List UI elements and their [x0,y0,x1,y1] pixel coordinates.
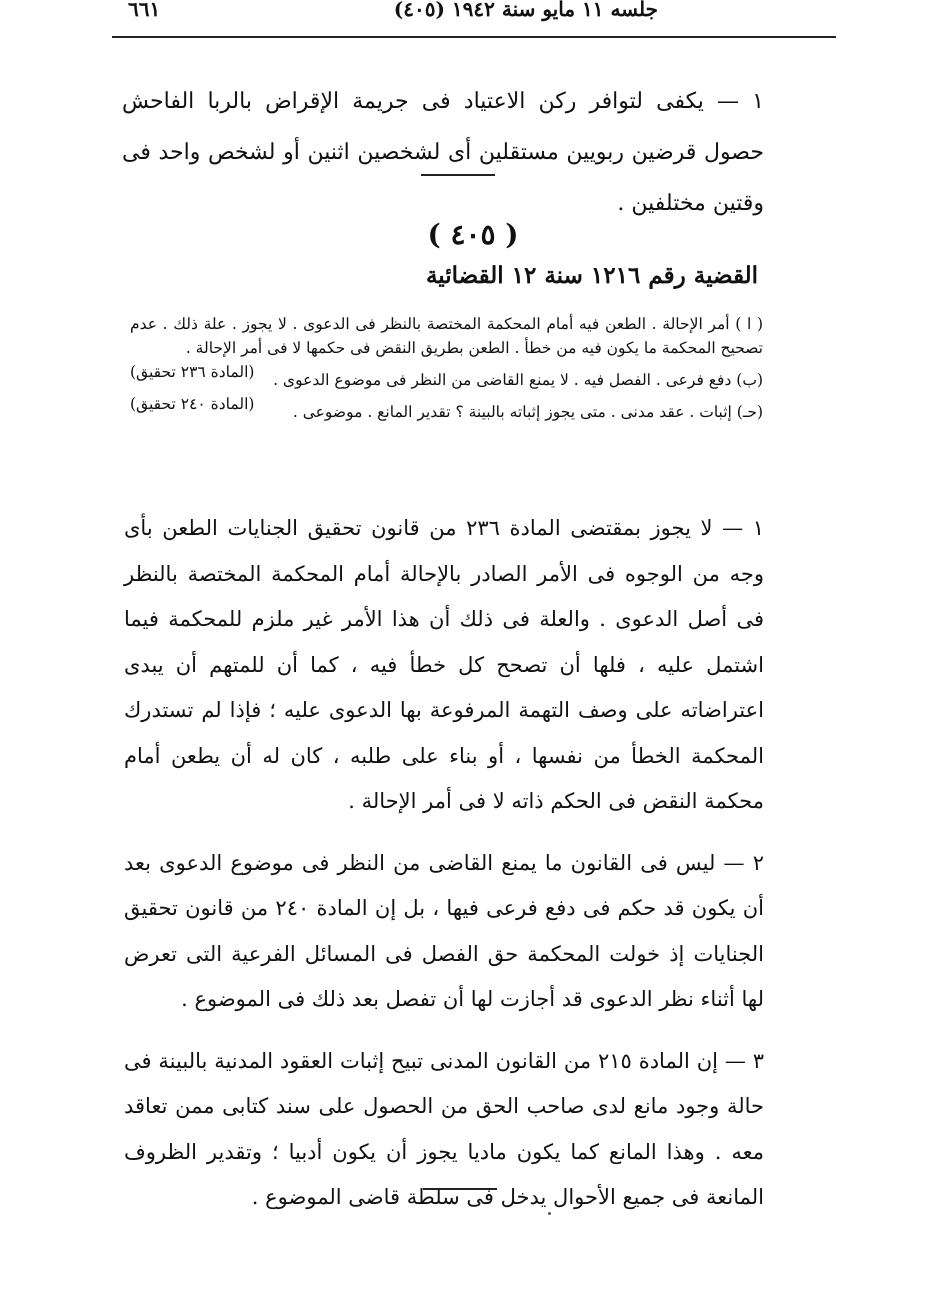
case-number: ( ٤٠٥ ) [427,218,519,251]
ruling-paragraph: ٣ — إن المادة ٢١٥ من القانون المدنى تبيح إثبات العقود المدنية بالبينة فى حالة وجود مانع لدى صاحب الحق من الحصول على سند كتابى ممن تعاقد معه . وهذا المانع كما يكون ماديا يجوز أن يكون أدبيا ؛ وتقدير الظروف المانعة فى جميع الأحوال يدخل فى سلطة قاضى الموضوع . [124,1048,764,1209]
case-title: القضية رقم ١٢١٦ سنة ١٢ القضائية [425,262,758,289]
summary-item-article: (المادة ٢٣٦ تحقيق) [130,363,255,381]
running-header [110,0,838,34]
summary-item-text: (حـ) إثبات . عقد مدنى . متى يجوز إثباته بالبينة ؟ تقدير المانع . موضوعى . [292,403,763,421]
page-speck [548,1212,551,1215]
header-rule [112,36,836,38]
ruling-paragraph: ٢ — ليس فى القانون ما يمنع القاضى من النظر فى موضوع الدعوى بعد أن يكون قد حكم فى دفع فرعى فيها ، بل إن المادة ٢٤٠ من قانون تحقيق الجنايات إذ خولت المحكمة حق الفصل فى المسائل الفرعية التى تعرض لها أثناء نظر الدعوى قد أجازت لها أن تفصل بعد ذلك فى الموضوع . [124,850,764,1011]
summary-item-text: ( ا ) أمر الإحالة . الطعن فيه أمام المحكمة المختصة بالنظر فى الدعوى . لا يجوز . علة ذلك . عدم تصحيح المحكمة ما يكون فيه من خطأ . الطعن بطريق النقض فى حكمها لا فى أمر الإحالة . [130,315,763,357]
ruling-paragraph: ١ — لا يجوز بمقتضى المادة ٢٣٦ من قانون تحقيق الجنايات الطعن بأى وجه من الوجوه فى الأمر الصادر بالإحالة أمام المحكمة المختصة بالنظر فى أصل الدعوى . والعلة فى ذلك أن هذا الأمر غير ملزم للمحكمة فيما اشتمل عليه ، فلها أن تصحح كل خطأ فيه ، كما أن للمتهم أن يبدى اعتراضاته على وصف التهمة المرفوعة بها الدعوى عليه ؛ فإذا لم تستدرك المحكمة الخطأ من نفسها ، أو بناء على طلبه ، كان له أن يطعن أمام محكمة النقض فى الحكم ذاته لا فى أمر الإحالة . [124,516,764,813]
summary-item-article: (المادة ٢٤٠ تحقيق) [130,395,255,413]
end-separator [423,1188,497,1190]
section-separator [421,174,495,176]
summary-item-text: (ب) دفع فرعى . الفصل فيه . لا يمنع القاضى من النظر فى موضوع الدعوى . [273,371,763,389]
previous-ruling-paragraph: ١ — يكفى لتوافر ركن الاعتياد فى جريمة الإقراض بالربا الفاحش حصول قرضين ربويين مستقلين أى لشخصين اثنين أو لشخص واحد فى وقتين مختلفين . [122,89,764,216]
page-number: ٦٦١ [128,0,161,21]
ruling-body [124,506,764,1237]
case-summary [130,312,763,432]
header-title: جلسه ١١ مايو سنة ١٩٤٢ (٤٠٥) [393,0,658,21]
